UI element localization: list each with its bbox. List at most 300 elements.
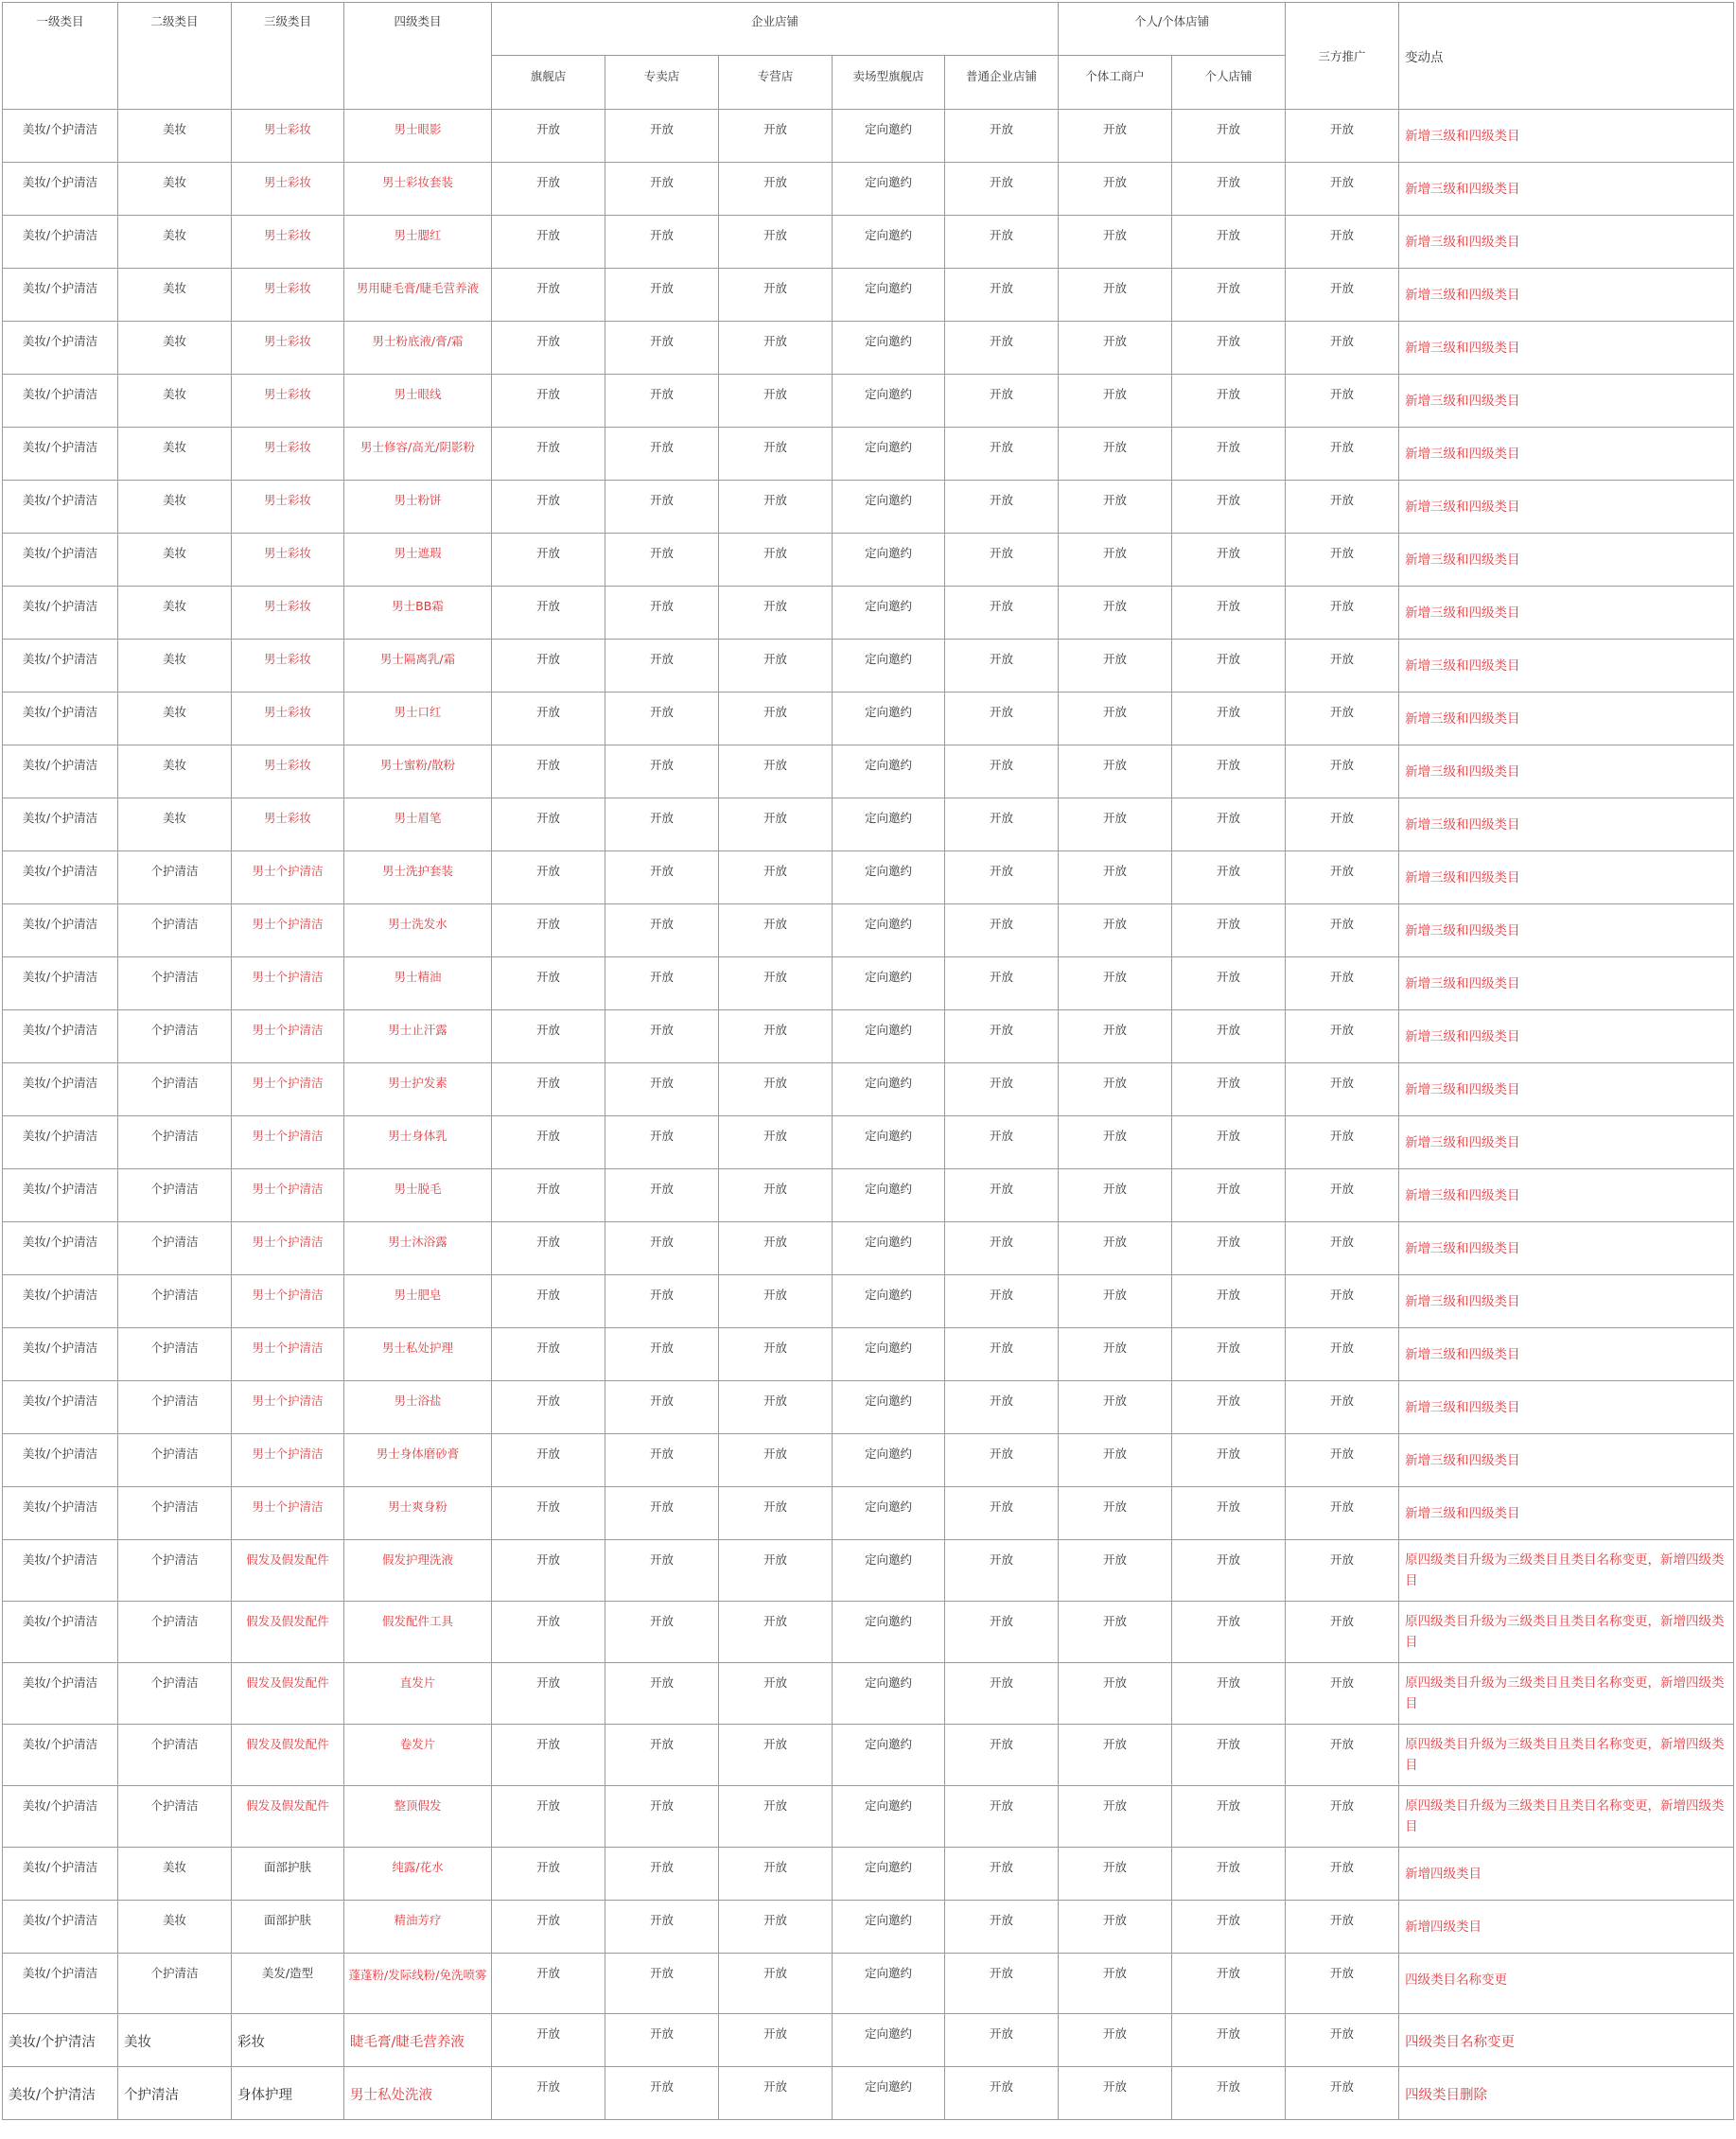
cell-level1: 美妆/个护清洁	[3, 2067, 118, 2120]
cell-level2: 个护清洁	[118, 1954, 232, 2014]
cell-change-point: 新增三级和四级类目	[1399, 1434, 1734, 1487]
cell-level4: 男士肥皂	[344, 1275, 492, 1328]
cell-general-enterprise: 开放	[945, 1222, 1059, 1275]
cell-change-point: 新增三级和四级类目	[1399, 269, 1734, 322]
cell-personal-store: 开放	[1172, 1434, 1286, 1487]
cell-level2: 美妆	[118, 534, 232, 587]
cell-exclusive: 开放	[605, 375, 719, 428]
cell-flagship: 开放	[492, 375, 605, 428]
table-header	[3, 3, 1734, 110]
cell-level4: 蓬蓬粉/发际线粉/免洗喷雾	[344, 1954, 492, 2014]
cell-mall-flagship: 定向邀约	[833, 163, 945, 216]
header-individual-business: 个体工商户	[1059, 56, 1172, 110]
cell-change-point: 新增三级和四级类目	[1399, 1275, 1734, 1328]
cell-general-enterprise: 开放	[945, 1954, 1059, 2014]
cell-specialty: 开放	[719, 2067, 833, 2120]
cell-flagship: 开放	[492, 2014, 605, 2067]
cell-level2: 个护清洁	[118, 1487, 232, 1540]
cell-individual-business: 开放	[1059, 1602, 1172, 1663]
cell-level1: 美妆/个护清洁	[3, 534, 118, 587]
cell-change-point: 新增四级类目	[1399, 1901, 1734, 1954]
cell-level1: 美妆/个护清洁	[3, 375, 118, 428]
cell-level4: 男士眼线	[344, 375, 492, 428]
cell-specialty: 开放	[719, 1434, 833, 1487]
cell-level1: 美妆/个护清洁	[3, 1222, 118, 1275]
cell-level1: 美妆/个护清洁	[3, 1381, 118, 1434]
cell-promotion: 开放	[1286, 216, 1399, 269]
cell-level4: 精油芳疗	[344, 1901, 492, 1954]
table-row	[3, 1663, 1734, 1725]
cell-level2: 美妆	[118, 587, 232, 640]
cell-level3: 男士彩妆	[232, 640, 344, 693]
cell-personal-store: 开放	[1172, 851, 1286, 904]
cell-specialty: 开放	[719, 1381, 833, 1434]
cell-individual-business: 开放	[1059, 1063, 1172, 1116]
table-row	[3, 110, 1734, 163]
cell-change-point: 原四级类目升级为三级类目且类目名称变更，新增四级类目	[1399, 1540, 1734, 1602]
cell-specialty: 开放	[719, 534, 833, 587]
header-flagship: 旗舰店	[492, 56, 605, 110]
cell-change-point: 四级类目删除	[1399, 2067, 1734, 2120]
cell-individual-business: 开放	[1059, 1901, 1172, 1954]
cell-individual-business: 开放	[1059, 1848, 1172, 1901]
cell-personal-store: 开放	[1172, 1786, 1286, 1848]
cell-flagship: 开放	[492, 640, 605, 693]
cell-promotion: 开放	[1286, 322, 1399, 375]
cell-promotion: 开放	[1286, 587, 1399, 640]
cell-level3: 男士个护清洁	[232, 1487, 344, 1540]
table-row	[3, 904, 1734, 957]
cell-mall-flagship: 定向邀约	[833, 269, 945, 322]
cell-exclusive: 开放	[605, 1381, 719, 1434]
cell-promotion: 开放	[1286, 269, 1399, 322]
cell-exclusive: 开放	[605, 1063, 719, 1116]
cell-level3: 身体护理	[232, 2067, 344, 2120]
cell-level4: 男士腮红	[344, 216, 492, 269]
cell-level3: 男士个护清洁	[232, 1222, 344, 1275]
cell-specialty: 开放	[719, 481, 833, 534]
cell-flagship: 开放	[492, 216, 605, 269]
cell-individual-business: 开放	[1059, 693, 1172, 745]
cell-promotion: 开放	[1286, 1602, 1399, 1663]
cell-level1: 美妆/个护清洁	[3, 904, 118, 957]
cell-level3: 男士彩妆	[232, 269, 344, 322]
cell-mall-flagship: 定向邀约	[833, 1786, 945, 1848]
cell-individual-business: 开放	[1059, 1116, 1172, 1169]
cell-level4: 男士身体磨砂膏	[344, 1434, 492, 1487]
cell-exclusive: 开放	[605, 481, 719, 534]
table-row	[3, 534, 1734, 587]
cell-promotion: 开放	[1286, 1954, 1399, 2014]
cell-individual-business: 开放	[1059, 1381, 1172, 1434]
cell-general-enterprise: 开放	[945, 1848, 1059, 1901]
cell-general-enterprise: 开放	[945, 163, 1059, 216]
cell-general-enterprise: 开放	[945, 745, 1059, 798]
cell-exclusive: 开放	[605, 693, 719, 745]
cell-level3: 男士彩妆	[232, 428, 344, 481]
cell-mall-flagship: 定向邀约	[833, 1663, 945, 1725]
cell-level1: 美妆/个护清洁	[3, 1010, 118, 1063]
cell-individual-business: 开放	[1059, 1540, 1172, 1602]
cell-flagship: 开放	[492, 957, 605, 1010]
cell-flagship: 开放	[492, 269, 605, 322]
cell-exclusive: 开放	[605, 745, 719, 798]
cell-flagship: 开放	[492, 1063, 605, 1116]
table-row	[3, 216, 1734, 269]
header-promotion: 三方推广	[1286, 3, 1399, 110]
cell-level4: 假发配件工具	[344, 1602, 492, 1663]
cell-individual-business: 开放	[1059, 1725, 1172, 1786]
cell-flagship: 开放	[492, 1725, 605, 1786]
cell-level1: 美妆/个护清洁	[3, 640, 118, 693]
cell-individual-business: 开放	[1059, 1434, 1172, 1487]
cell-level3: 男士个护清洁	[232, 957, 344, 1010]
cell-level2: 个护清洁	[118, 1540, 232, 1602]
cell-general-enterprise: 开放	[945, 587, 1059, 640]
cell-personal-store: 开放	[1172, 745, 1286, 798]
cell-individual-business: 开放	[1059, 1786, 1172, 1848]
cell-specialty: 开放	[719, 1328, 833, 1381]
cell-exclusive: 开放	[605, 2067, 719, 2120]
table-row	[3, 1540, 1734, 1602]
cell-flagship: 开放	[492, 1434, 605, 1487]
table-row	[3, 1725, 1734, 1786]
cell-exclusive: 开放	[605, 534, 719, 587]
cell-mall-flagship: 定向邀约	[833, 1434, 945, 1487]
cell-change-point: 原四级类目升级为三级类目且类目名称变更，新增四级类目	[1399, 1725, 1734, 1786]
cell-mall-flagship: 定向邀约	[833, 957, 945, 1010]
cell-flagship: 开放	[492, 904, 605, 957]
cell-specialty: 开放	[719, 1222, 833, 1275]
cell-exclusive: 开放	[605, 1954, 719, 2014]
cell-level3: 男士彩妆	[232, 798, 344, 851]
cell-individual-business: 开放	[1059, 745, 1172, 798]
cell-personal-store: 开放	[1172, 1381, 1286, 1434]
table-row	[3, 375, 1734, 428]
cell-mall-flagship: 定向邀约	[833, 1222, 945, 1275]
cell-level1: 美妆/个护清洁	[3, 798, 118, 851]
cell-change-point: 新增三级和四级类目	[1399, 1222, 1734, 1275]
cell-specialty: 开放	[719, 693, 833, 745]
cell-level3: 面部护肤	[232, 1901, 344, 1954]
cell-change-point: 四级类目名称变更	[1399, 1954, 1734, 2014]
cell-change-point: 新增三级和四级类目	[1399, 1487, 1734, 1540]
cell-specialty: 开放	[719, 1786, 833, 1848]
cell-level1: 美妆/个护清洁	[3, 1901, 118, 1954]
cell-level3: 男士个护清洁	[232, 1169, 344, 1222]
cell-level1: 美妆/个护清洁	[3, 322, 118, 375]
cell-level4: 睫毛膏/睫毛营养液	[344, 2014, 492, 2067]
cell-general-enterprise: 开放	[945, 481, 1059, 534]
cell-level3: 假发及假发配件	[232, 1663, 344, 1725]
cell-exclusive: 开放	[605, 428, 719, 481]
cell-level3: 男士个护清洁	[232, 1275, 344, 1328]
cell-level3: 面部护肤	[232, 1848, 344, 1901]
cell-promotion: 开放	[1286, 1487, 1399, 1540]
cell-level3: 假发及假发配件	[232, 1786, 344, 1848]
cell-flagship: 开放	[492, 1222, 605, 1275]
cell-specialty: 开放	[719, 1725, 833, 1786]
cell-general-enterprise: 开放	[945, 1063, 1059, 1116]
cell-individual-business: 开放	[1059, 163, 1172, 216]
table-row	[3, 1954, 1734, 2014]
cell-flagship: 开放	[492, 1275, 605, 1328]
cell-flagship: 开放	[492, 1786, 605, 1848]
cell-level3: 假发及假发配件	[232, 1602, 344, 1663]
cell-general-enterprise: 开放	[945, 851, 1059, 904]
cell-level2: 个护清洁	[118, 2067, 232, 2120]
cell-exclusive: 开放	[605, 1222, 719, 1275]
cell-level4: 纯露/花水	[344, 1848, 492, 1901]
cell-specialty: 开放	[719, 269, 833, 322]
cell-level2: 美妆	[118, 1848, 232, 1901]
cell-personal-store: 开放	[1172, 693, 1286, 745]
cell-personal-store: 开放	[1172, 957, 1286, 1010]
cell-general-enterprise: 开放	[945, 1487, 1059, 1540]
cell-flagship: 开放	[492, 798, 605, 851]
cell-change-point: 新增三级和四级类目	[1399, 904, 1734, 957]
cell-flagship: 开放	[492, 1328, 605, 1381]
cell-promotion: 开放	[1286, 2067, 1399, 2120]
cell-level1: 美妆/个护清洁	[3, 1063, 118, 1116]
cell-mall-flagship: 定向邀约	[833, 1725, 945, 1786]
cell-level4: 男士沐浴露	[344, 1222, 492, 1275]
cell-specialty: 开放	[719, 904, 833, 957]
cell-general-enterprise: 开放	[945, 216, 1059, 269]
cell-level1: 美妆/个护清洁	[3, 1169, 118, 1222]
cell-general-enterprise: 开放	[945, 322, 1059, 375]
cell-flagship: 开放	[492, 534, 605, 587]
cell-level1: 美妆/个护清洁	[3, 216, 118, 269]
table-row	[3, 163, 1734, 216]
cell-level1: 美妆/个护清洁	[3, 1848, 118, 1901]
cell-personal-store: 开放	[1172, 1010, 1286, 1063]
cell-specialty: 开放	[719, 1848, 833, 1901]
cell-promotion: 开放	[1286, 375, 1399, 428]
cell-general-enterprise: 开放	[945, 2014, 1059, 2067]
cell-level4: 男用睫毛膏/睫毛营养液	[344, 269, 492, 322]
cell-level1: 美妆/个护清洁	[3, 957, 118, 1010]
cell-personal-store: 开放	[1172, 322, 1286, 375]
cell-level1: 美妆/个护清洁	[3, 1663, 118, 1725]
cell-exclusive: 开放	[605, 1786, 719, 1848]
cell-flagship: 开放	[492, 851, 605, 904]
cell-specialty: 开放	[719, 322, 833, 375]
cell-promotion: 开放	[1286, 163, 1399, 216]
cell-promotion: 开放	[1286, 957, 1399, 1010]
cell-exclusive: 开放	[605, 587, 719, 640]
cell-promotion: 开放	[1286, 2014, 1399, 2067]
cell-level2: 个护清洁	[118, 1328, 232, 1381]
cell-personal-store: 开放	[1172, 428, 1286, 481]
cell-mall-flagship: 定向邀约	[833, 1901, 945, 1954]
cell-change-point: 新增三级和四级类目	[1399, 110, 1734, 163]
table-row	[3, 1063, 1734, 1116]
cell-individual-business: 开放	[1059, 534, 1172, 587]
cell-change-point: 新增三级和四级类目	[1399, 693, 1734, 745]
cell-level3: 男士彩妆	[232, 534, 344, 587]
cell-individual-business: 开放	[1059, 1222, 1172, 1275]
cell-change-point: 新增三级和四级类目	[1399, 1010, 1734, 1063]
cell-level4: 男士粉底液/膏/霜	[344, 322, 492, 375]
cell-level1: 美妆/个护清洁	[3, 1540, 118, 1602]
cell-individual-business: 开放	[1059, 1010, 1172, 1063]
cell-mall-flagship: 定向邀约	[833, 1487, 945, 1540]
cell-level2: 个护清洁	[118, 1169, 232, 1222]
cell-promotion: 开放	[1286, 428, 1399, 481]
cell-individual-business: 开放	[1059, 1487, 1172, 1540]
header-change-point: 变动点	[1399, 3, 1734, 110]
cell-exclusive: 开放	[605, 1901, 719, 1954]
cell-change-point: 新增三级和四级类目	[1399, 587, 1734, 640]
table-row	[3, 481, 1734, 534]
cell-specialty: 开放	[719, 1540, 833, 1602]
cell-promotion: 开放	[1286, 640, 1399, 693]
cell-exclusive: 开放	[605, 1116, 719, 1169]
cell-individual-business: 开放	[1059, 640, 1172, 693]
cell-level3: 男士个护清洁	[232, 851, 344, 904]
cell-level2: 美妆	[118, 640, 232, 693]
cell-general-enterprise: 开放	[945, 1010, 1059, 1063]
cell-flagship: 开放	[492, 163, 605, 216]
cell-level2: 美妆	[118, 1901, 232, 1954]
cell-exclusive: 开放	[605, 1725, 719, 1786]
cell-promotion: 开放	[1286, 1901, 1399, 1954]
cell-level4: 直发片	[344, 1663, 492, 1725]
cell-promotion: 开放	[1286, 1010, 1399, 1063]
cell-general-enterprise: 开放	[945, 957, 1059, 1010]
cell-exclusive: 开放	[605, 163, 719, 216]
cell-exclusive: 开放	[605, 1540, 719, 1602]
cell-exclusive: 开放	[605, 904, 719, 957]
cell-level4: 男士私处洗液	[344, 2067, 492, 2120]
cell-level4: 男士脱毛	[344, 1169, 492, 1222]
cell-specialty: 开放	[719, 2014, 833, 2067]
cell-promotion: 开放	[1286, 745, 1399, 798]
cell-promotion: 开放	[1286, 1328, 1399, 1381]
cell-flagship: 开放	[492, 322, 605, 375]
cell-change-point: 新增三级和四级类目	[1399, 534, 1734, 587]
cell-level2: 美妆	[118, 693, 232, 745]
cell-flagship: 开放	[492, 1487, 605, 1540]
cell-general-enterprise: 开放	[945, 904, 1059, 957]
cell-level4: 男士止汗露	[344, 1010, 492, 1063]
cell-general-enterprise: 开放	[945, 1663, 1059, 1725]
table-row	[3, 1487, 1734, 1540]
cell-personal-store: 开放	[1172, 1954, 1286, 2014]
cell-specialty: 开放	[719, 1169, 833, 1222]
cell-level2: 个护清洁	[118, 1010, 232, 1063]
cell-level3: 男士彩妆	[232, 163, 344, 216]
cell-mall-flagship: 定向邀约	[833, 693, 945, 745]
cell-level2: 个护清洁	[118, 1381, 232, 1434]
cell-level1: 美妆/个护清洁	[3, 693, 118, 745]
table-row	[3, 2014, 1734, 2067]
cell-flagship: 开放	[492, 110, 605, 163]
cell-level3: 男士彩妆	[232, 375, 344, 428]
cell-level2: 个护清洁	[118, 957, 232, 1010]
cell-level2: 美妆	[118, 110, 232, 163]
cell-personal-store: 开放	[1172, 1848, 1286, 1901]
cell-mall-flagship: 定向邀约	[833, 481, 945, 534]
cell-mall-flagship: 定向邀约	[833, 375, 945, 428]
cell-general-enterprise: 开放	[945, 2067, 1059, 2120]
cell-level4: 男士隔离乳/霜	[344, 640, 492, 693]
cell-personal-store: 开放	[1172, 1063, 1286, 1116]
cell-flagship: 开放	[492, 745, 605, 798]
cell-specialty: 开放	[719, 1954, 833, 2014]
cell-flagship: 开放	[492, 1169, 605, 1222]
cell-flagship: 开放	[492, 1901, 605, 1954]
cell-personal-store: 开放	[1172, 1222, 1286, 1275]
cell-mall-flagship: 定向邀约	[833, 798, 945, 851]
header-mall-flagship: 卖场型旗舰店	[833, 56, 945, 110]
cell-level3: 美发/造型	[232, 1954, 344, 2014]
cell-change-point: 新增三级和四级类目	[1399, 851, 1734, 904]
cell-level1: 美妆/个护清洁	[3, 1328, 118, 1381]
cell-specialty: 开放	[719, 851, 833, 904]
cell-flagship: 开放	[492, 1010, 605, 1063]
cell-level1: 美妆/个护清洁	[3, 163, 118, 216]
cell-level4: 男士BB霜	[344, 587, 492, 640]
cell-general-enterprise: 开放	[945, 375, 1059, 428]
cell-specialty: 开放	[719, 163, 833, 216]
cell-level2: 个护清洁	[118, 1663, 232, 1725]
cell-promotion: 开放	[1286, 1116, 1399, 1169]
cell-specialty: 开放	[719, 1010, 833, 1063]
cell-individual-business: 开放	[1059, 110, 1172, 163]
table-row	[3, 587, 1734, 640]
cell-personal-store: 开放	[1172, 481, 1286, 534]
cell-individual-business: 开放	[1059, 428, 1172, 481]
table-row	[3, 798, 1734, 851]
cell-change-point: 新增三级和四级类目	[1399, 163, 1734, 216]
cell-exclusive: 开放	[605, 1848, 719, 1901]
cell-promotion: 开放	[1286, 1663, 1399, 1725]
cell-change-point: 新增三级和四级类目	[1399, 1063, 1734, 1116]
cell-level3: 男士彩妆	[232, 693, 344, 745]
cell-general-enterprise: 开放	[945, 1275, 1059, 1328]
cell-mall-flagship: 定向邀约	[833, 1275, 945, 1328]
cell-personal-store: 开放	[1172, 798, 1286, 851]
cell-level4: 男士洗护套装	[344, 851, 492, 904]
table-body	[3, 110, 1734, 2120]
cell-level2: 个护清洁	[118, 1786, 232, 1848]
cell-general-enterprise: 开放	[945, 1169, 1059, 1222]
cell-specialty: 开放	[719, 745, 833, 798]
cell-personal-store: 开放	[1172, 2067, 1286, 2120]
cell-individual-business: 开放	[1059, 1169, 1172, 1222]
table-row	[3, 1848, 1734, 1901]
header-exclusive: 专卖店	[605, 56, 719, 110]
cell-mall-flagship: 定向邀约	[833, 428, 945, 481]
cell-change-point: 新增三级和四级类目	[1399, 1381, 1734, 1434]
header-personal-group: 个人/个体店铺	[1059, 3, 1286, 56]
cell-level3: 彩妆	[232, 2014, 344, 2067]
cell-mall-flagship: 定向邀约	[833, 110, 945, 163]
cell-general-enterprise: 开放	[945, 1901, 1059, 1954]
cell-individual-business: 开放	[1059, 1328, 1172, 1381]
cell-individual-business: 开放	[1059, 1954, 1172, 2014]
cell-level2: 个护清洁	[118, 1602, 232, 1663]
cell-level4: 男士爽身粉	[344, 1487, 492, 1540]
cell-change-point: 新增四级类目	[1399, 1848, 1734, 1901]
cell-mall-flagship: 定向邀约	[833, 216, 945, 269]
cell-level4: 整顶假发	[344, 1786, 492, 1848]
cell-promotion: 开放	[1286, 851, 1399, 904]
cell-promotion: 开放	[1286, 534, 1399, 587]
cell-change-point: 原四级类目升级为三级类目且类目名称变更，新增四级类目	[1399, 1663, 1734, 1725]
